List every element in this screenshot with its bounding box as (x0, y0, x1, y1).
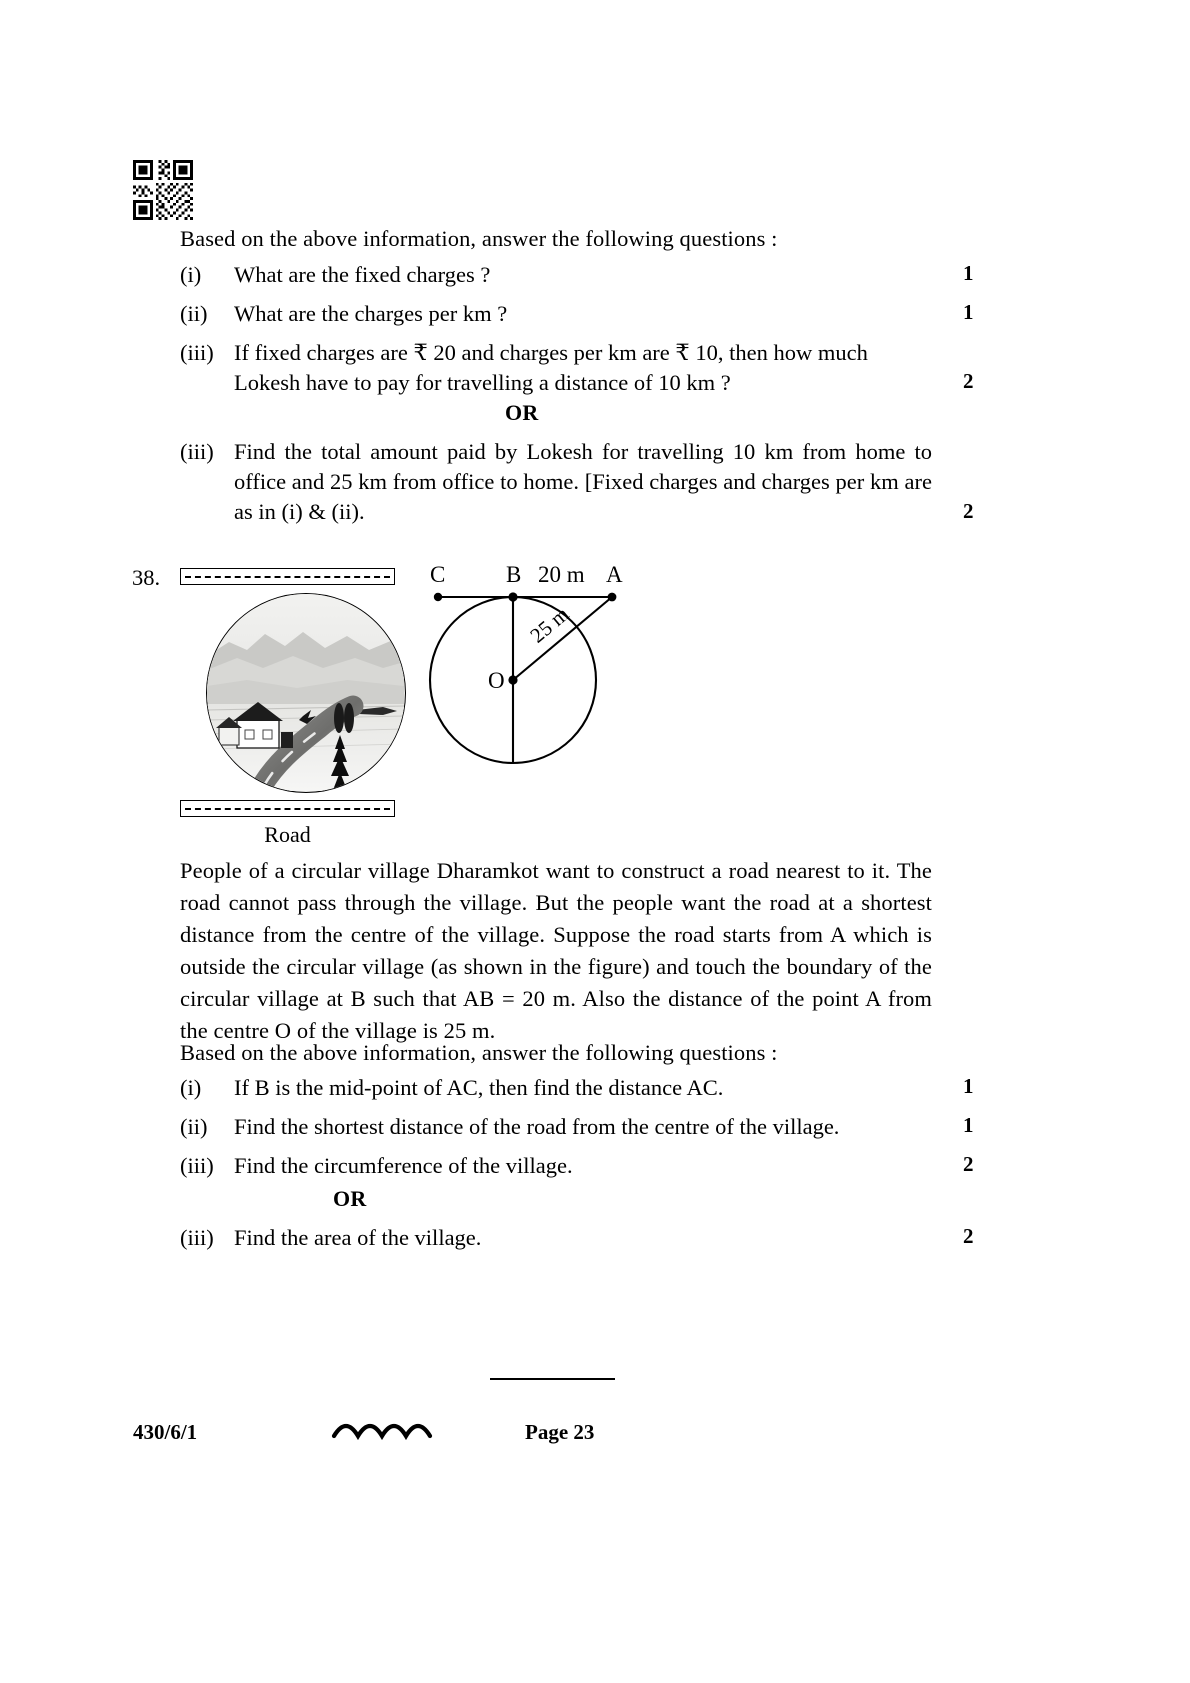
q38-figure (180, 560, 640, 850)
q38-item-ii-marks: 1 (963, 1113, 974, 1137)
q38-or-label: OR (333, 1186, 367, 1211)
q38-item-ii-number: (ii) (180, 1114, 208, 1139)
q38-item-ii-text: Find the shortest distance of the road from the centre of the village. (234, 1114, 840, 1139)
circle-geometry-diagram (420, 560, 650, 810)
q37-item-ii-text: What are the charges per km ? (234, 301, 508, 326)
q38-item-iii-number: (iii) (180, 1153, 214, 1178)
q37-or-item-text: Find the total amount paid by Lokesh for travelling 10 km from home to office and 25 km from office to home. [Fixed charges and charges per km are as in (i) & (ii). (234, 439, 932, 524)
q38-item-i (180, 1073, 932, 1103)
q38-item-iii (180, 1151, 932, 1181)
q37-item-iii-text: If fixed charges are ₹ 20 and charges per km are ₹ 10, then how much Lokesh have to pay for travelling a distance of 10 km ? (234, 340, 868, 395)
village-landscape-photo-icon (206, 593, 406, 793)
q37-item-iii-marks: 2 (963, 369, 974, 393)
q37-item-ii-marks: 1 (963, 300, 974, 324)
q38-or-item-marks: 2 (963, 1224, 974, 1248)
q38-or-item-number: (iii) (180, 1225, 214, 1250)
label-20m-text: 20 m (538, 562, 585, 587)
q38-item-ii (180, 1112, 932, 1142)
label-25m-text: 25 m (525, 601, 574, 648)
q38-item-iii-marks: 2 (963, 1152, 974, 1176)
q37-item-i (180, 260, 932, 290)
q38-item-i-number: (i) (180, 1075, 202, 1100)
q38-or-item-text: Find the area of the village. (234, 1225, 482, 1250)
q38-lead-text: Based on the above information, answer the following questions : (180, 1040, 778, 1065)
label-O-text: O (488, 668, 505, 693)
q37-or-item-marks: 2 (963, 499, 974, 523)
q38-item-i-marks: 1 (963, 1074, 974, 1098)
q38-passage: People of a circular village Dharamkot want to construct a road nearest to it. The road cannot pass through the village. But the people want the road at a shortest distance from the centre of the village. Suppose the road starts from A which is outside the circular village (as shown in the figure) and touch the boundary of the circular village at B such that AB = 20 m. Also the distance of the point A from the centre O of the village is 25 m. (180, 858, 932, 1043)
q37-or-item (180, 437, 932, 527)
q37-item-i-text: What are the fixed charges ? (234, 262, 491, 287)
q38-item-i-text: If B is the mid-point of AC, then find the distance AC. (234, 1075, 724, 1100)
q37-item-iii-number: (iii) (180, 340, 214, 365)
q37-or-label: OR (505, 400, 539, 425)
label-A-text: A (606, 562, 623, 587)
q38-number: 38. (132, 565, 161, 590)
q37-item-iii (180, 338, 932, 398)
q37-item-i-number: (i) (180, 262, 202, 287)
qr-code-icon (133, 160, 193, 220)
q37-lead-text: Based on the above information, answer the following questions : (180, 226, 778, 251)
q38-item-iii-text: Find the circumference of the village. (234, 1153, 573, 1178)
q37-item-ii-number: (ii) (180, 301, 208, 326)
road-strip-top (180, 568, 395, 585)
label-B-text: B (506, 562, 522, 587)
label-C-text: C (430, 562, 446, 587)
paper-code: 430/6/1 (133, 1420, 198, 1444)
q37-item-ii (180, 299, 932, 329)
q37-or-item-number: (iii) (180, 439, 214, 464)
page-label: Page 23 (525, 1420, 595, 1444)
road-label: Road (264, 822, 311, 847)
road-strip-bottom (180, 800, 395, 817)
q38-or-item (180, 1223, 932, 1253)
q37-item-i-marks: 1 (963, 261, 974, 285)
footer-divider-rule (490, 1378, 615, 1380)
wavy-line-ornament-icon (330, 1418, 445, 1448)
